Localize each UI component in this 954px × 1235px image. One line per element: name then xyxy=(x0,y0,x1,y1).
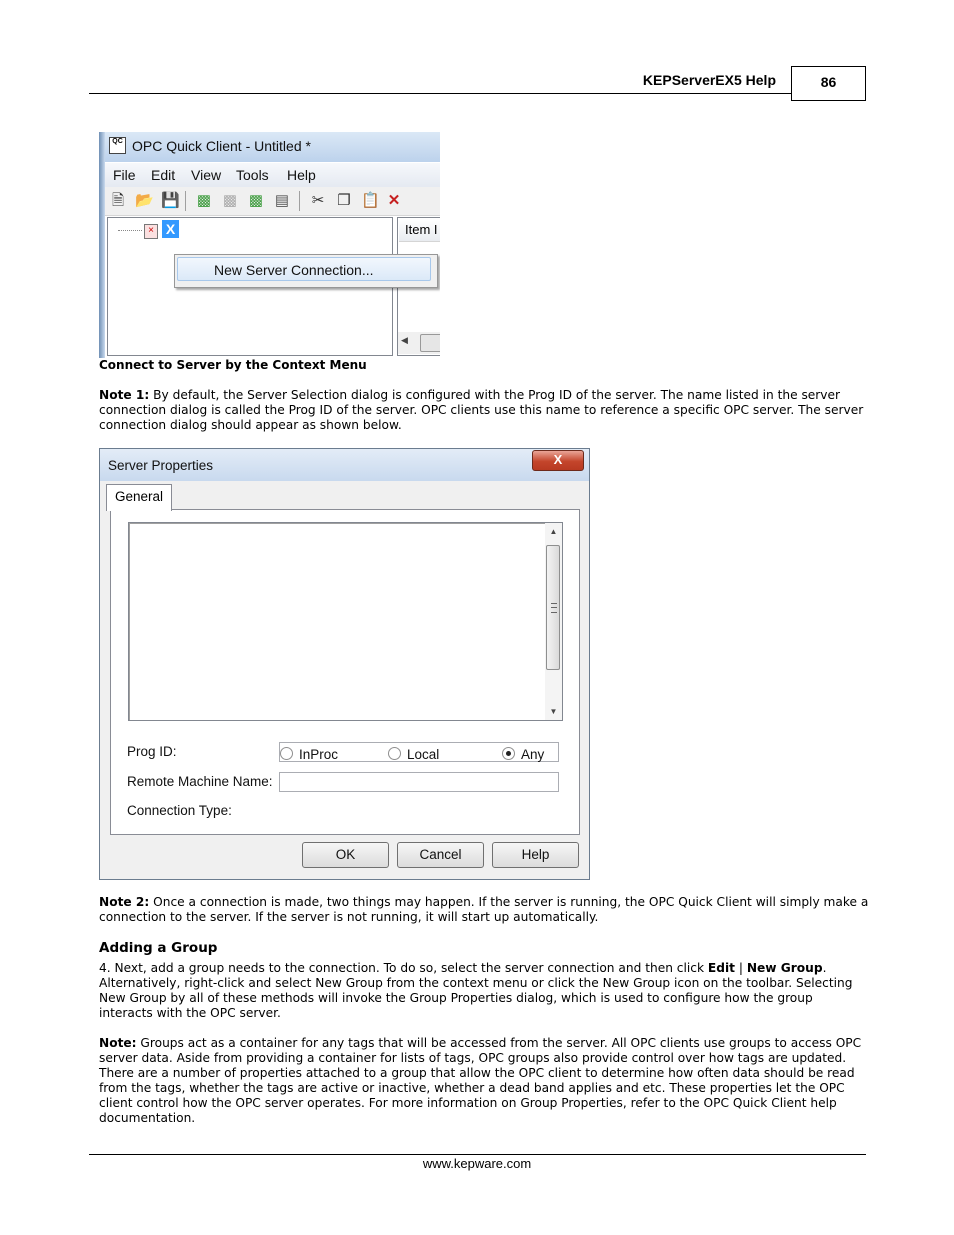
note-2-text: Once a connection is made, two things may happen. If the server is running, the OPC Quick Client will simply make a connection to the server. If the server is not running, it will start up automatically. xyxy=(99,895,869,924)
open-folder-icon[interactable]: 📂 xyxy=(135,192,154,209)
vertical-scrollbar[interactable] xyxy=(545,523,562,720)
window-titlebar xyxy=(105,132,440,162)
connection-type-label: Connection Type: xyxy=(127,803,232,818)
menu-view[interactable]: View xyxy=(191,167,222,183)
server-properties-dialog xyxy=(99,448,590,880)
note-1-text: By default, the Server Selection dialog is configured with the Prog ID of the server. The name listed in the server connection dialog is called the Prog ID of the server. OPC clients use this name to reference a specific OPC server. The server connection dialog should appear as shown below. xyxy=(99,388,864,432)
note-1-paragraph xyxy=(99,388,869,433)
header-divider xyxy=(89,93,791,94)
general-tab-panel xyxy=(110,509,580,835)
horizontal-scrollbar[interactable] xyxy=(398,332,440,354)
toolbar-separator xyxy=(185,191,186,211)
properties-icon[interactable]: ▤ xyxy=(274,192,290,209)
new-group-ref: New Group xyxy=(746,961,823,975)
tree-node-root[interactable]: X xyxy=(162,220,179,238)
note-text: Groups act as a container for any tags that will be accessed from the server. All OPC clients use groups to access OPC server data. Aside from providing a container for lists of tags, OPC groups also provide control over how tags are updated. There are a number of properties attached to a group that allow the OPC client to determine how often data should be read from the tags, whether the tags are active or inactive, whether a dead band applies and etc. These properties let the OPC client control how the OPC server operates. For more information on Group Properties, refer to the OPC Quick Client help documentation. xyxy=(99,1036,862,1125)
dialog-titlebar xyxy=(100,449,589,481)
new-file-icon[interactable]: 🗎 xyxy=(111,192,125,209)
menu-edit[interactable]: Edit xyxy=(151,167,176,183)
groups-note-paragraph xyxy=(99,1036,869,1126)
cancel-button[interactable]: Cancel xyxy=(397,842,484,868)
radio-inproc-circle[interactable] xyxy=(280,747,293,760)
ok-button[interactable]: OK xyxy=(302,842,389,868)
paste-icon[interactable]: 📋 xyxy=(361,192,380,209)
document-title: KEPServerEX5 Help xyxy=(642,72,776,88)
save-icon[interactable]: 💾 xyxy=(161,192,180,209)
tab-general[interactable]: General xyxy=(106,484,172,511)
radio-local[interactable] xyxy=(388,747,439,763)
footer-divider xyxy=(89,1154,866,1155)
new-group-icon[interactable]: ▩ xyxy=(222,192,238,209)
copy-icon[interactable]: ❐ xyxy=(337,192,351,209)
scroll-down-icon[interactable]: ▼ xyxy=(549,707,558,716)
tree-connector xyxy=(118,230,142,231)
grip-icon xyxy=(551,603,557,613)
menu-bar xyxy=(105,162,440,188)
server-list[interactable] xyxy=(128,522,563,721)
window-title: OPC Quick Client - Untitled * xyxy=(132,138,311,154)
radio-local-circle[interactable] xyxy=(388,747,401,760)
note-label: Note: xyxy=(99,1036,137,1050)
toolbar xyxy=(105,187,440,216)
new-server-icon[interactable]: ▩ xyxy=(196,192,212,209)
radio-any-label: Any xyxy=(521,747,545,762)
toolbar-separator xyxy=(299,191,300,211)
scroll-thumb[interactable] xyxy=(546,545,560,670)
radio-any[interactable] xyxy=(502,747,544,763)
radio-local-label: Local xyxy=(407,747,440,762)
radio-inproc[interactable] xyxy=(280,747,338,763)
edit-menu-ref: Edit xyxy=(707,961,735,975)
cut-icon[interactable]: ✂ xyxy=(311,192,325,209)
remote-machine-label: Remote Machine Name: xyxy=(127,774,273,789)
dialog-title: Server Properties xyxy=(108,458,214,473)
menu-tools[interactable]: Tools xyxy=(236,167,269,183)
radio-any-circle[interactable] xyxy=(502,747,515,760)
scroll-left-icon[interactable]: ◀ xyxy=(401,335,408,345)
prog-id-label: Prog ID: xyxy=(127,744,177,759)
radio-inproc-label: InProc xyxy=(299,747,339,762)
menu-new-server-connection[interactable]: New Server Connection... xyxy=(177,257,431,281)
column-header-item[interactable]: Item I xyxy=(399,219,440,242)
scroll-thumb[interactable] xyxy=(420,334,440,352)
context-menu xyxy=(174,254,438,288)
opc-quick-client-screenshot xyxy=(99,132,440,358)
note-2-paragraph xyxy=(99,895,869,925)
opc-app-icon: QC xyxy=(109,137,126,154)
note-1-label: Note 1: xyxy=(99,388,150,402)
server-disconnected-icon: × xyxy=(144,224,158,239)
close-button[interactable]: X xyxy=(532,450,584,471)
menu-file[interactable]: File xyxy=(113,167,136,183)
paragraph-text: 4. Next, add a group needs to the connection. To do so, select the server connection and then click xyxy=(99,961,708,975)
remote-machine-input[interactable] xyxy=(279,772,559,792)
menu-help[interactable]: Help xyxy=(287,167,316,183)
help-button[interactable]: Help xyxy=(492,842,579,868)
separator-text: | xyxy=(734,961,747,975)
adding-group-paragraph xyxy=(99,961,869,1021)
scroll-up-icon[interactable]: ▲ xyxy=(549,527,558,536)
figure-caption: Connect to Server by the Context Menu xyxy=(99,358,367,372)
note-2-label: Note 2: xyxy=(99,895,150,909)
page-number: 86 xyxy=(791,66,866,101)
new-item-icon[interactable]: ▩ xyxy=(248,192,264,209)
delete-icon[interactable]: ✕ xyxy=(387,192,401,209)
paragraph-text-continued: . Alternatively, right-click and select New Group from the context menu or click the New Group icon on the toolbar. Selecting New Group by all of these methods will invoke the Group Properties dialog, which is used to configure how the group interacts with the OPC server. xyxy=(99,961,853,1020)
section-heading: Adding a Group xyxy=(99,940,218,956)
footer-url: www.kepware.com xyxy=(422,1156,532,1171)
